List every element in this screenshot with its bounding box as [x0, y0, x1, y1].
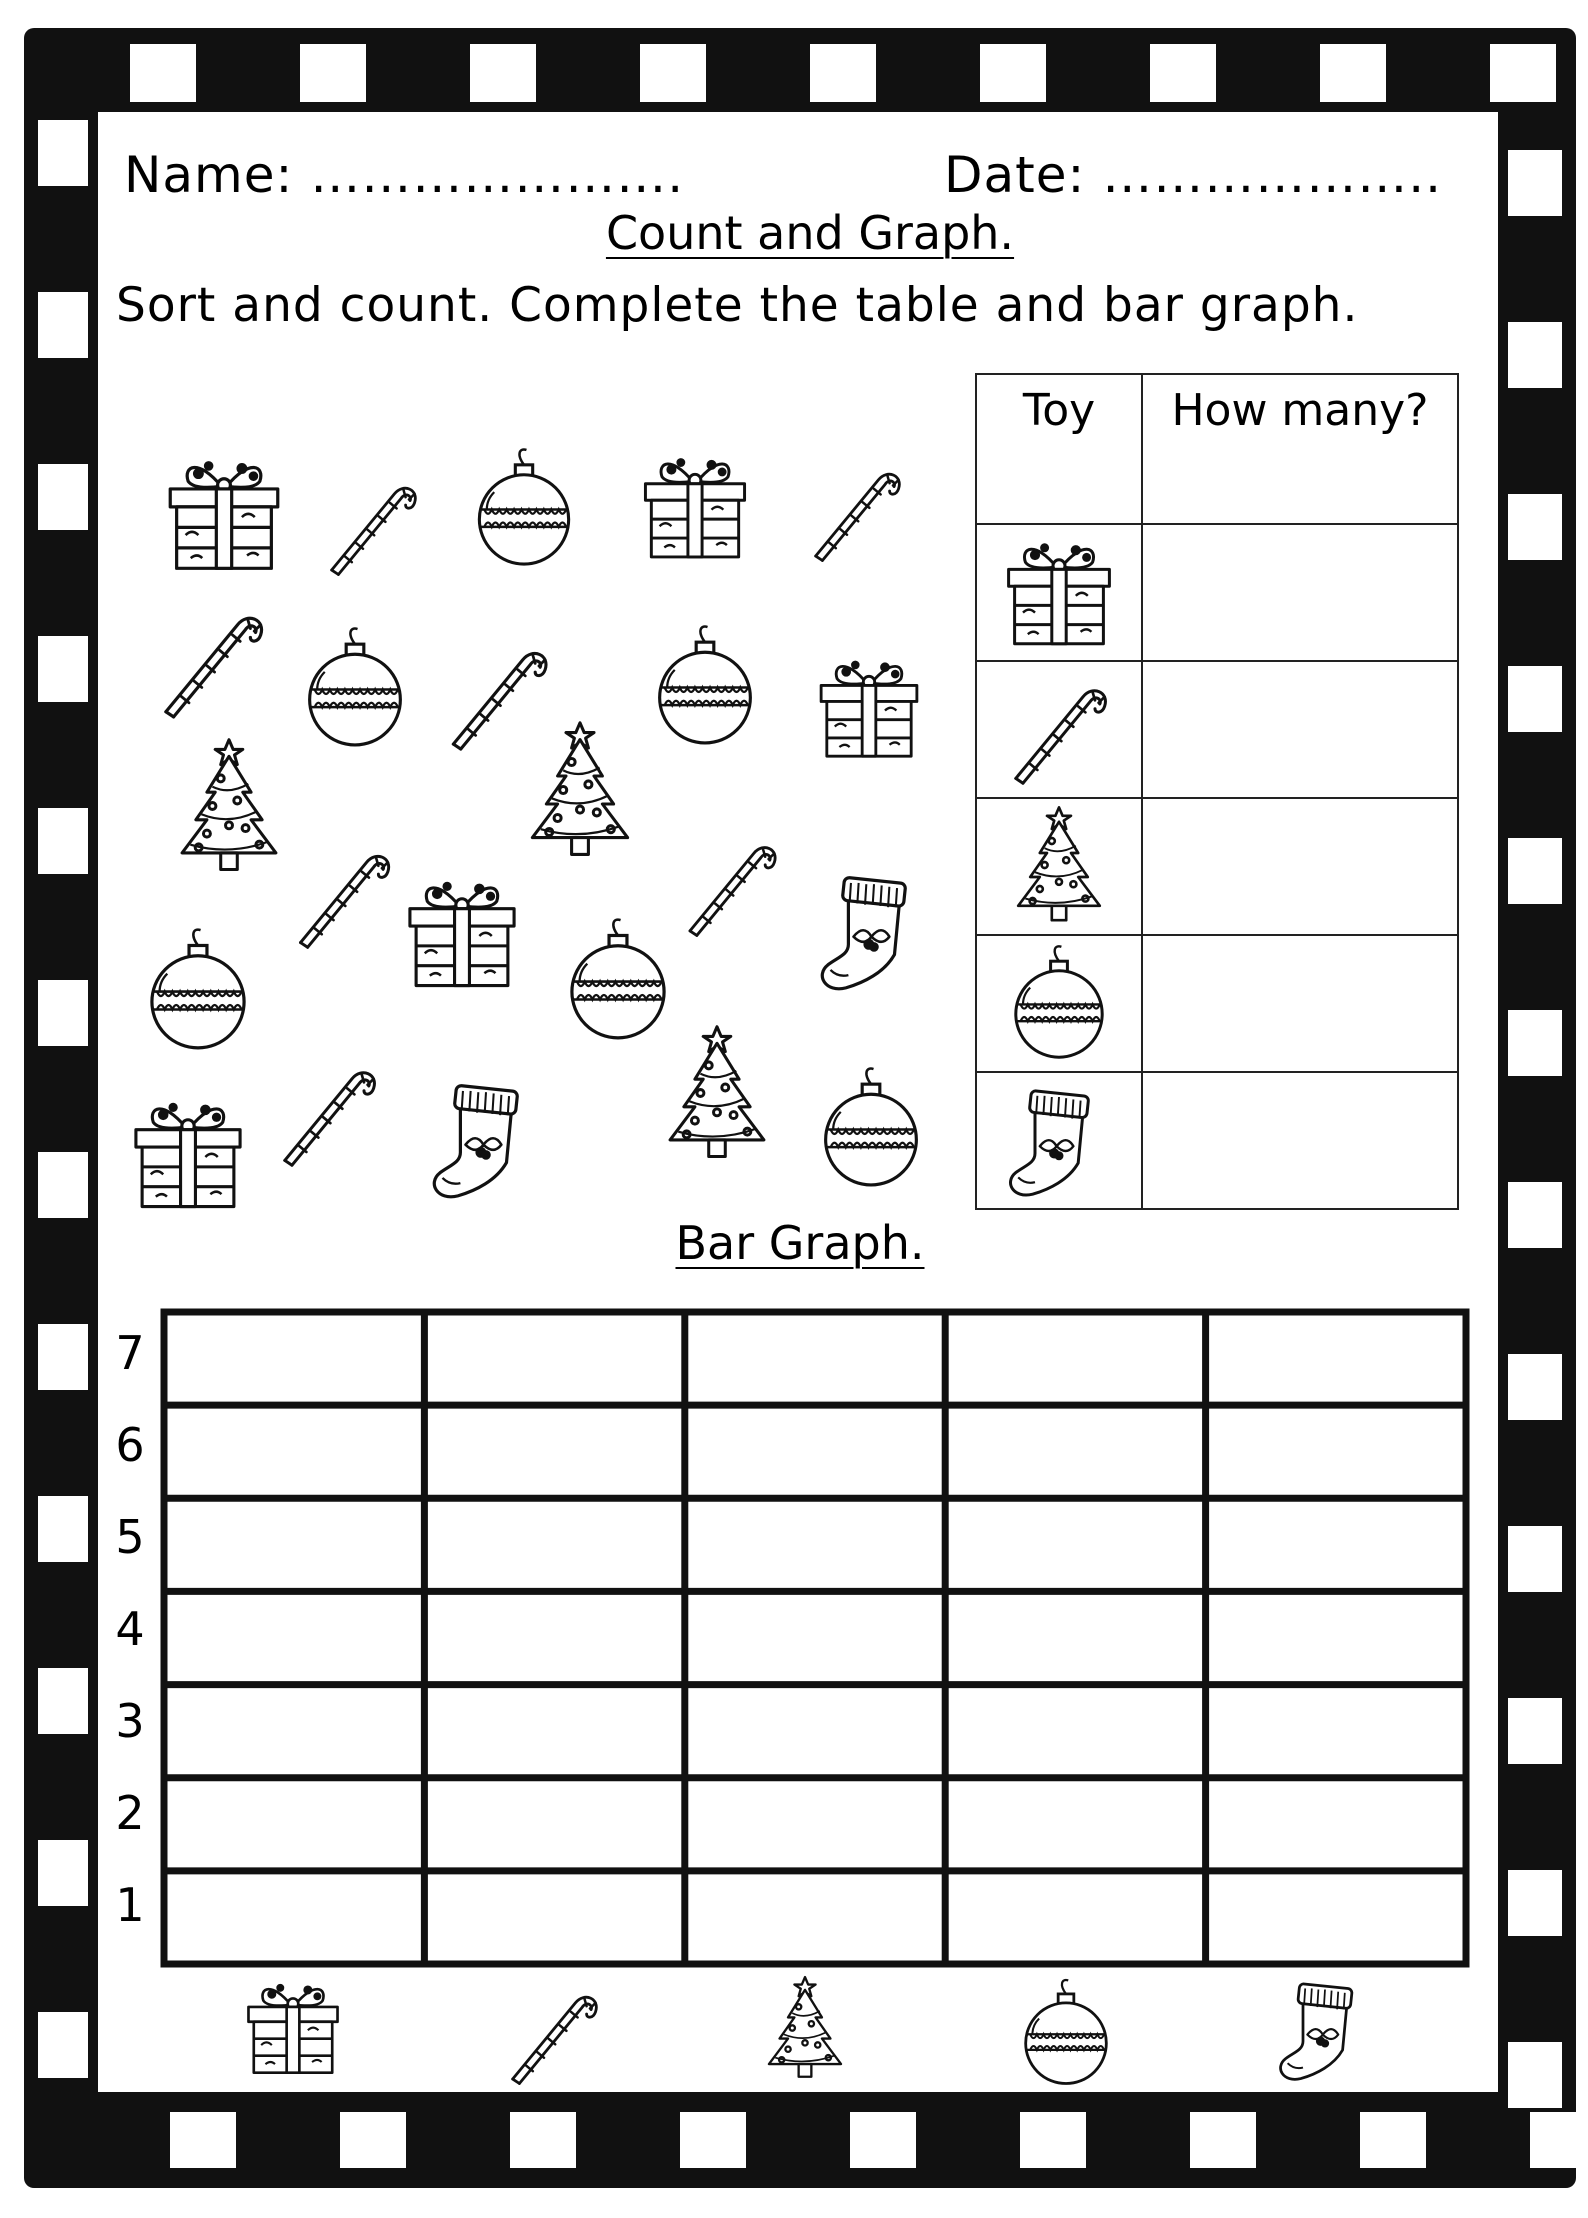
- ornament-icon: [134, 904, 262, 1074]
- candy-cane-icon: [800, 430, 912, 588]
- table-row: [976, 1072, 1458, 1209]
- stocking-icon: [976, 1072, 1142, 1209]
- ornament-icon: [462, 424, 586, 590]
- stocking-icon: [422, 1030, 550, 1244]
- candy-cane-icon: [284, 812, 402, 974]
- y-axis-label-2: 2: [115, 1786, 145, 1840]
- bar-graph-grid[interactable]: [160, 1308, 1470, 1968]
- ornament-icon: [292, 606, 418, 768]
- christmas-tree-icon: [976, 798, 1142, 935]
- candy-cane-icon: [268, 1034, 388, 1186]
- stocking-icon: [810, 822, 938, 1036]
- christmas-tree-icon: [160, 708, 298, 904]
- christmas-tree-icon: [648, 996, 786, 1190]
- ornament-icon: [976, 935, 1142, 1072]
- candy-cane-icon: [674, 802, 788, 964]
- name-field: Name: ………………….: [124, 146, 685, 204]
- y-axis-label-4: 4: [115, 1602, 145, 1656]
- count-cell-gift[interactable]: [1142, 524, 1458, 661]
- tally-table: [975, 373, 1459, 1210]
- gift-icon: [812, 634, 926, 778]
- gift-icon: [240, 1966, 346, 2086]
- header-toy: Toy: [976, 374, 1142, 524]
- christmas-tree-icon: [752, 1966, 858, 2090]
- y-axis-label-5: 5: [115, 1510, 145, 1564]
- gift-icon: [636, 432, 754, 578]
- count-cell-ornament[interactable]: [1142, 935, 1458, 1072]
- candy-cane-icon: [494, 1976, 612, 2088]
- count-cell-tree[interactable]: [1142, 798, 1458, 935]
- ornament-icon: [1010, 1972, 1122, 2092]
- table-row: [976, 661, 1458, 798]
- gift-icon: [126, 1078, 250, 1226]
- table-row: [976, 798, 1458, 935]
- table-header-row: [976, 374, 1458, 524]
- ornament-icon: [808, 1046, 934, 1208]
- christmas-tree-icon: [510, 692, 650, 888]
- stocking-icon: [1270, 1968, 1380, 2088]
- count-cell-stocking[interactable]: [1142, 1072, 1458, 1209]
- bar-graph-title: Bar Graph.: [675, 1216, 925, 1270]
- candy-cane-icon: [138, 594, 286, 722]
- y-axis-label-3: 3: [115, 1694, 145, 1748]
- gift-icon: [976, 524, 1142, 661]
- ornament-icon: [642, 604, 768, 766]
- date-field: Date: ………………..: [944, 146, 1443, 204]
- candy-cane-icon: [316, 446, 428, 600]
- instruction-text: Sort and count. Complete the table and bar graph.: [116, 278, 1359, 333]
- gift-icon: [160, 438, 288, 586]
- y-axis-label-1: 1: [115, 1878, 145, 1932]
- page-title: Count and Graph.: [605, 206, 1015, 260]
- y-axis-label-7: 7: [115, 1326, 145, 1380]
- count-cell-candy-cane[interactable]: [1142, 661, 1458, 798]
- table-row: [976, 935, 1458, 1072]
- y-axis-label-6: 6: [115, 1418, 145, 1472]
- header-how-many: How many?: [1142, 374, 1458, 524]
- gift-icon: [400, 860, 524, 1002]
- table-row: [976, 524, 1458, 661]
- candy-cane-icon: [976, 661, 1142, 798]
